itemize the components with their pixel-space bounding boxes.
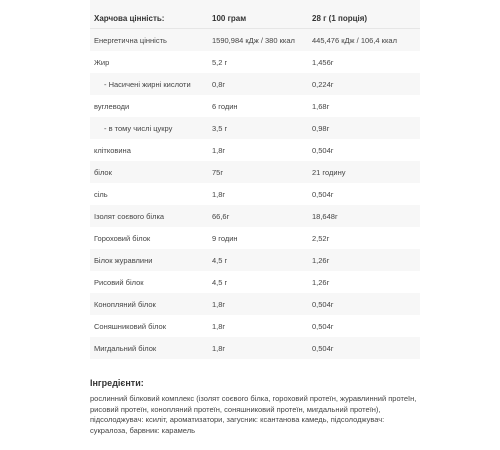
table-row [90,271,420,293]
nutrient-per-100g: 1,8г [208,337,308,359]
nutrient-per-100g: 66,6г [208,205,308,227]
nutrient-per-serving: 21 годину [308,161,420,183]
nutrient-name: Жир [90,51,208,73]
nutrient-name: Білок журавлини [90,249,208,271]
nutrient-per-serving: 1,456г [308,51,420,73]
ingredients-text: рослинний білковий комплекс (ізолят соєвого білка, гороховий протеїн, журавлинний протеїн, рисовий протеїн, конопляний протеїн, соняшниковий протеїн, мигдальний протеїн), підсолоджувач: ксиліт, ароматизатори, загусник: ксантанова камедь, підсолоджувач: сукралоза, барвник: карамель [90,394,417,435]
table-row [90,95,420,117]
nutrient-per-serving: 0,504г [308,183,420,205]
table-row [90,249,420,271]
nutrient-per-100g: 1590,984 кДж / 380 ккал [208,29,308,52]
nutrient-per-serving: 445,476 кДж / 106,4 ккал [308,29,420,52]
table-row [90,183,420,205]
nutrient-per-100g: 1,8г [208,293,308,315]
nutrient-name: білок [90,161,208,183]
table-row [90,337,420,359]
nutrient-name: клітковина [90,139,208,161]
table-row [90,29,420,52]
table-top-strip [90,0,420,8]
nutrient-per-serving: 1,26г [308,249,420,271]
nutrient-per-100g: 5,2 г [208,51,308,73]
nutrient-per-100g: 9 годин [208,227,308,249]
table-row [90,117,420,139]
nutrient-per-100g: 75г [208,161,308,183]
nutrient-per-100g: 0,8г [208,73,308,95]
nutrient-per-100g: 3,5 г [208,117,308,139]
nutrient-per-serving: 0,98г [308,117,420,139]
nutrient-name: Ізолят соєвого білка [90,205,208,227]
nutrient-per-100g: 1,8г [208,183,308,205]
nutrition-table [90,8,420,359]
table-row [90,161,420,183]
ingredients-title: Інгредієнти: [90,378,144,388]
nutrient-name: сіль [90,183,208,205]
table-row [90,51,420,73]
nutrient-name: - в тому числі цукру [90,117,208,139]
table-row [90,139,420,161]
nutrient-per-serving: 18,648г [308,205,420,227]
nutrient-per-serving: 0,224г [308,73,420,95]
nutrient-name: вуглеводи [90,95,208,117]
table-row [90,315,420,337]
nutrient-per-100g: 1,8г [208,139,308,161]
table-row [90,227,420,249]
nutrient-per-100g: 6 годин [208,95,308,117]
nutrient-name: Конопляний білок [90,293,208,315]
header-per-serving: 28 г (1 порція) [308,8,420,29]
nutrient-name: - Насичені жирні кислоти [90,73,208,95]
nutrient-per-serving: 0,504г [308,139,420,161]
header-per-100g: 100 грам [208,8,308,29]
nutrient-name: Рисовий білок [90,271,208,293]
nutrient-per-serving: 1,68г [308,95,420,117]
nutrient-name: Енергетична цінність [90,29,208,52]
nutrient-per-serving: 0,504г [308,337,420,359]
nutrient-per-serving: 2,52г [308,227,420,249]
nutrient-per-100g: 4,5 г [208,249,308,271]
nutrient-per-serving: 1,26г [308,271,420,293]
table-row [90,205,420,227]
nutrient-per-serving: 0,504г [308,315,420,337]
table-header-row [90,8,420,29]
nutrient-name: Мигдальний білок [90,337,208,359]
nutrient-per-serving: 0,504г [308,293,420,315]
nutrient-per-100g: 1,8г [208,315,308,337]
nutrient-name: Гороховий білок [90,227,208,249]
table-row [90,73,420,95]
nutrient-name: Соняшниковий білок [90,315,208,337]
nutrient-per-100g: 4,5 г [208,271,308,293]
ingredients-section [90,378,420,436]
header-nutrition-value: Харчова цінність: [90,8,208,29]
table-row [90,293,420,315]
